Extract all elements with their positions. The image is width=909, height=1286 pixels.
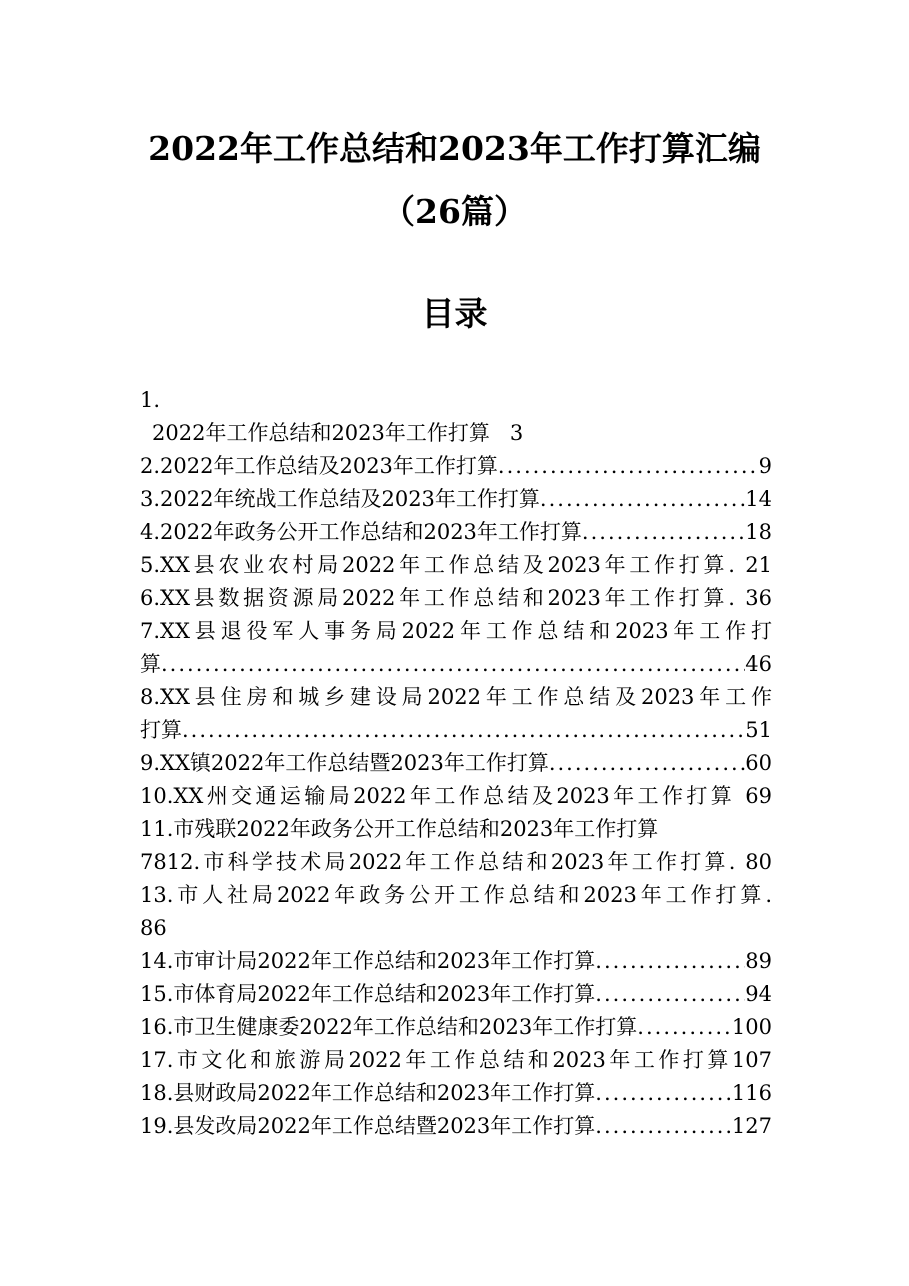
toc-entry-title: 4.2022年政务公开工作总结和2023年工作打算 (140, 520, 582, 544)
toc-entry-title: 19.县发改局2022年工作总结暨2023年工作打算 (140, 1114, 596, 1138)
leader-dots (595, 978, 745, 1011)
toc-entry-7-line-2[interactable] (140, 648, 772, 681)
toc-entry-18[interactable] (140, 1077, 772, 1110)
toc-entry-page: 9 (758, 454, 772, 478)
leader-dots (498, 450, 759, 483)
toc-entry-title: 3.2022年统战工作总结及2023年工作打算 (140, 487, 540, 511)
leader-dots (549, 747, 745, 780)
toc-entry-1-page: 3 (509, 421, 524, 445)
leader-dots (595, 1077, 732, 1110)
document-title: 2022年工作总结和2023年工作打算汇编 (148, 129, 761, 168)
toc-entry-title: 18.县财政局2022年工作总结和2023年工作打算 (140, 1081, 596, 1105)
toc-entry-page: 60 (745, 751, 772, 775)
toc-entry-17[interactable]: 17.市文化和旅游局2022年工作总结和2023年工作打算107 (140, 1048, 772, 1072)
toc-entry-title: 打算 (140, 718, 182, 742)
toc-entry-16[interactable] (140, 1011, 772, 1044)
toc-entry-page: 14 (745, 487, 772, 511)
toc-entry-10[interactable]: 10.XX州交通运输局2022年工作总结及2023年工作打算 69 (140, 784, 772, 808)
toc-entry-4[interactable] (140, 516, 772, 549)
toc-entry-title: 算 (140, 652, 161, 676)
leader-dots (595, 1110, 732, 1143)
toc-entry-title: 9.XX镇2022年工作总结暨2023年工作打算 (140, 751, 549, 775)
toc-entry-1[interactable] (140, 417, 772, 450)
document-subtitle: （26篇） (382, 192, 527, 231)
toc-entry-page: 51 (745, 718, 772, 742)
toc-entry-19[interactable] (140, 1110, 772, 1143)
toc-entry-page: 94 (745, 982, 772, 1006)
toc-entry-13-line-2[interactable]: 86 (140, 916, 167, 940)
toc-entry-1-number[interactable]: 1. (140, 388, 161, 412)
toc-entry-1-title: 2022年工作总结和2023年工作打算 (152, 421, 490, 445)
toc-entry-12[interactable]: 7812.市科学技术局2022年工作总结和2023年工作打算. 80 (140, 850, 772, 874)
toc-heading: 目录 (421, 294, 488, 333)
leader-dots (161, 648, 745, 681)
toc-entry-13-line-1[interactable]: 13.市人社局2022年政务公开工作总结和2023年工作打算. (140, 883, 772, 907)
toc-entry-page: 89 (745, 949, 772, 973)
leader-dots (540, 483, 745, 516)
toc-entry-7-line-1[interactable]: 7.XX县退役军人事务局2022年工作总结和2023年工作打 (140, 619, 772, 643)
toc-entry-page: 100 (731, 1015, 772, 1039)
toc-entry-15[interactable] (140, 978, 772, 1011)
toc-entry-title: 16.市卫生健康委2022年工作总结和2023年工作打算 (140, 1015, 638, 1039)
toc-entry-title: 15.市体育局2022年工作总结和2023年工作打算 (140, 982, 596, 1006)
toc-entry-11[interactable]: 11.市残联2022年政务公开工作总结和2023年工作打算 (140, 817, 659, 841)
toc-entry-8-line-2[interactable] (140, 714, 772, 747)
leader-dots (637, 1011, 732, 1044)
toc-entry-title: 2.2022年工作总结及2023年工作打算 (140, 454, 498, 478)
toc-entry-page: 46 (745, 652, 772, 676)
toc-entry-page: 127 (731, 1114, 772, 1138)
leader-dots (595, 945, 745, 978)
toc-entry-3[interactable] (140, 483, 772, 516)
toc-entry-page: 116 (731, 1081, 772, 1105)
toc-entry-14[interactable] (140, 945, 772, 978)
toc-entry-9[interactable] (140, 747, 772, 780)
leader-dots (182, 714, 745, 747)
toc-entry-6[interactable]: 6.XX县数据资源局2022年工作总结和2023年工作打算. 36 (140, 586, 772, 610)
toc-entry-page: 18 (745, 520, 772, 544)
toc-entry-5[interactable]: 5.XX县农业农村局2022年工作总结及2023年工作打算. 21 (140, 553, 772, 577)
toc-entry-title: 14.市审计局2022年工作总结和2023年工作打算 (140, 949, 596, 973)
leader-dots (582, 516, 745, 549)
toc-entry-2[interactable] (140, 450, 772, 483)
toc-entry-8-line-1[interactable]: 8.XX县住房和城乡建设局2022年工作总结及2023年工作 (140, 685, 772, 709)
